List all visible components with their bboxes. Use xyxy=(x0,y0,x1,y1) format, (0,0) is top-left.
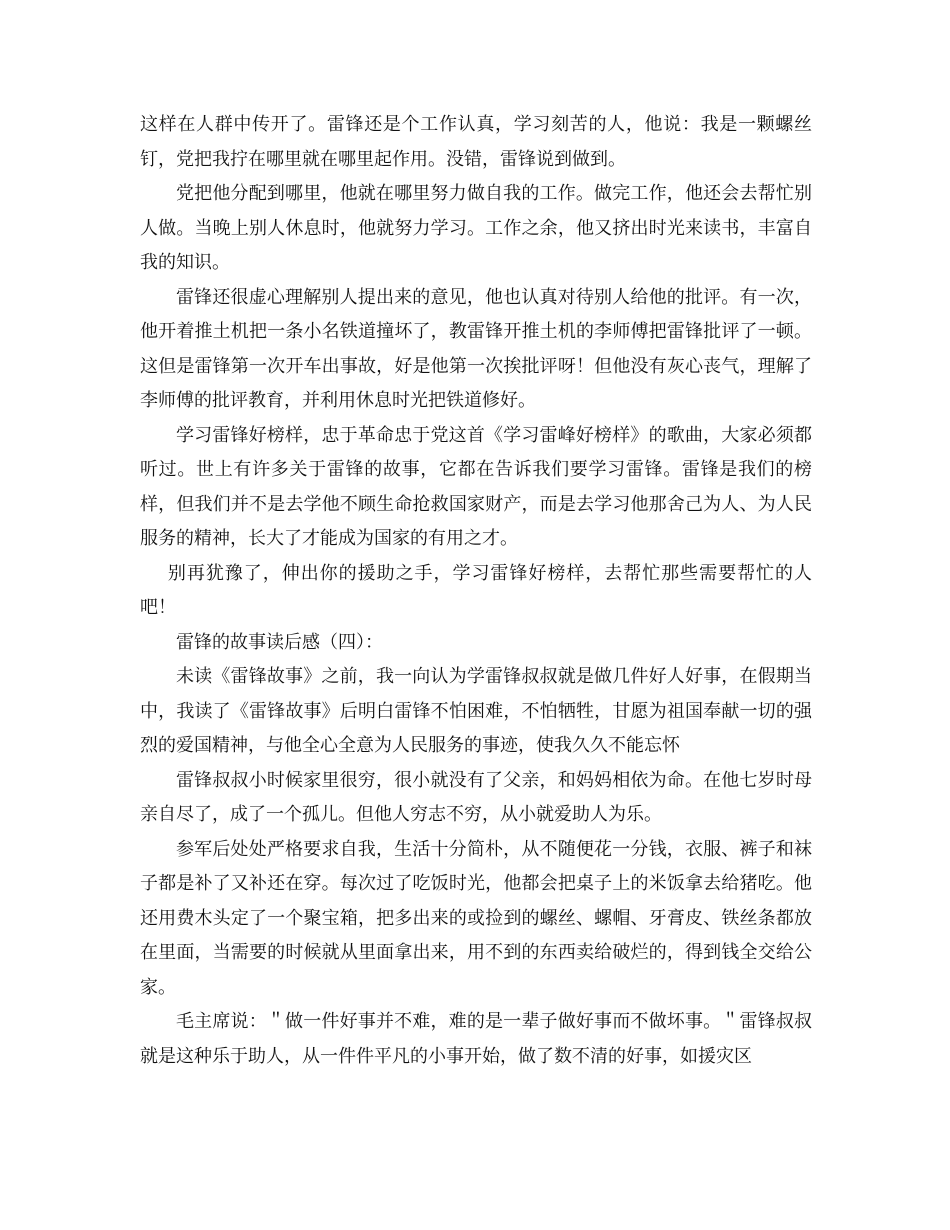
paragraph-6: 未读《雷锋故事》之前，我一向认为学雷锋叔叔就是做几件好人好事，在假期当中，我读了《雷锋故事》后明白雷锋不怕困难，不怕牺牲，甘愿为祖国奉献一切的强烈的爱国精神，与他全心全意为人民服务的事迹，使我久久不能忘怀 xyxy=(140,666,812,756)
document-page xyxy=(140,108,812,1074)
paragraph-2: 党把他分配到哪里，他就在哪里努力做自我的工作。做完工作，他还会去帮忙别人做。当晚上别人休息时，他就努力学习。工作之余，他又挤出时光来读书，丰富自我的知识。 xyxy=(140,183,812,273)
paragraph-7: 雷锋叔叔小时候家里很穷，很小就没有了父亲，和妈妈相依为命。在他七岁时母亲自尽了，成了一个孤儿。但他人穷志不穷，从小就爱助人为乐。 xyxy=(140,769,812,825)
paragraph-1: 这样在人群中传开了。雷锋还是个工作认真，学习刻苦的人，他说：我是一颗螺丝钉，党把我拧在哪里就在哪里起作用。没错，雷锋说到做到。 xyxy=(140,114,812,170)
section-heading: 雷锋的故事读后感（四）： xyxy=(176,631,383,653)
paragraph-5: 别再犹豫了，伸出你的援助之手，学习雷锋好榜样，去帮忙那些需要帮忙的人吧！ xyxy=(140,562,812,618)
paragraph-9: 毛主席说：＂做一件好事并不难，难的是一辈子做好事而不做坏事。＂雷锋叔叔就是这种乐于助人，从一件件平凡的小事开始，做了数不清的好事，如援灾区 xyxy=(140,1011,812,1067)
paragraph-4: 学习雷锋好榜样，忠于革命忠于党这首《学习雷峰好榜样》的歌曲，大家必须都听过。世上有许多关于雷锋的故事，它都在告诉我们要学习雷锋。雷锋是我们的榜样，但我们并不是去学他不顾生命抢救国家财产，而是去学习他那舍己为人、为人民服务的精神，长大了才能成为国家的有用之才。 xyxy=(140,424,812,549)
paragraph-3: 雷锋还很虚心理解别人提出来的意见，他也认真对待别人给他的批评。有一次，他开着推土机把一条小名铁道撞坏了，教雷锋开推土机的李师傅把雷锋批评了一顿。这但是雷锋第一次开车出事故，好是他第一次挨批评呀！但他没有灰心丧气，理解了李师傅的批评教育，并利用休息时光把铁道修好。 xyxy=(140,286,812,411)
paragraph-8: 参军后处处严格要求自我，生活十分简朴，从不随便花一分钱，衣服、裤子和袜子都是补了又补还在穿。每次过了吃饭时光，他都会把桌子上的米饭拿去给猪吃。他还用费木头定了一个聚宝箱，把多出来的或捡到的螺丝、螺帽、牙膏皮、铁丝条都放在里面，当需要的时候就从里面拿出来，用不到的东西卖给破烂的，得到钱全交给公家。 xyxy=(140,838,812,998)
